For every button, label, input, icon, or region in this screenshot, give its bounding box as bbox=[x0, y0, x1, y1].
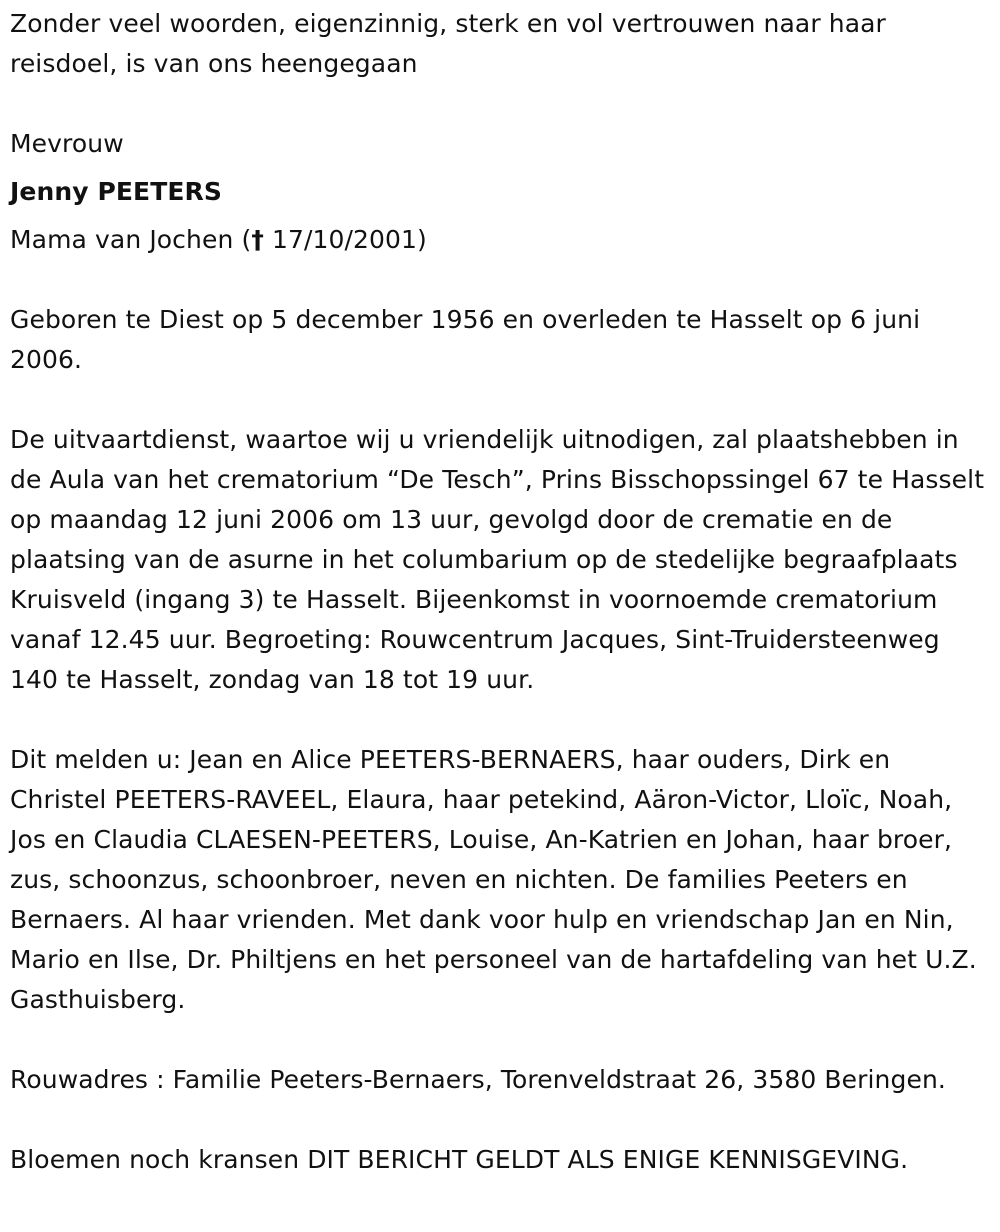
salutation: Mevrouw bbox=[10, 129, 124, 158]
intro-text: Zonder veel woorden, eigenzinnig, sterk en vol vertrouwen naar haar reisdoel, is van ons heengegaan bbox=[10, 9, 886, 78]
obituary-notice bbox=[10, 4, 994, 1180]
mama-line bbox=[10, 220, 994, 260]
announcers-text: Dit melden u: Jean en Alice PEETERS-BERNAERS, haar ouders, Dirk en Christel PEETERS-RAVEEL, Elaura, haar petekind, Aäron-Victor, Lloïc, Noah, Jos en Claudia CLAESEN-PEETERS, Louise, An-Katrien en Johan, haar broer, zus, schoonzus, schoonbroer, neven en nichten. De families Peeters en Bernaers. Al haar vrienden. Met dank voor hulp en vriendschap Jan en Nin, Mario en Ilse, Dr. Philtjens en het personeel van de hartafdeling van het U.Z. Gasthuisberg. bbox=[10, 745, 977, 1014]
mourning-address: Rouwadres : Familie Peeters-Bernaers, Torenveldstraat 26, 3580 Beringen. bbox=[10, 1065, 946, 1094]
mama-prefix: Mama van Jochen ( bbox=[10, 225, 252, 254]
cross-icon: † bbox=[251, 225, 264, 254]
birth-death-text: Geboren te Diest op 5 december 1956 en overleden te Hasselt op 6 juni 2006. bbox=[10, 305, 921, 374]
mama-suffix: 17/10/2001) bbox=[263, 225, 427, 254]
closing-text: Bloemen noch kransen DIT BERICHT GELDT ALS ENIGE KENNISGEVING. bbox=[10, 1145, 909, 1174]
funeral-service-text: De uitvaartdienst, waartoe wij u vriendelijk uitnodigen, zal plaatshebben in de Aula van het crematorium “De Tesch”, Prins Bisschopssingel 67 te Hasselt op maandag 12 juni 2006 om 13 uur, gevolgd door de crematie en de plaatsing van de asurne in het columbarium op de stedelijke begraafplaats Kruisveld (ingang 3) te Hasselt. Bijeenkomst in voornoemde crematorium vanaf 12.45 uur. Begroeting: Rouwcentrum Jacques, Sint-Truidersteenweg 140 te Hasselt, zondag van 18 tot 19 uur. bbox=[10, 425, 985, 694]
deceased-name: Jenny PEETERS bbox=[10, 177, 223, 206]
